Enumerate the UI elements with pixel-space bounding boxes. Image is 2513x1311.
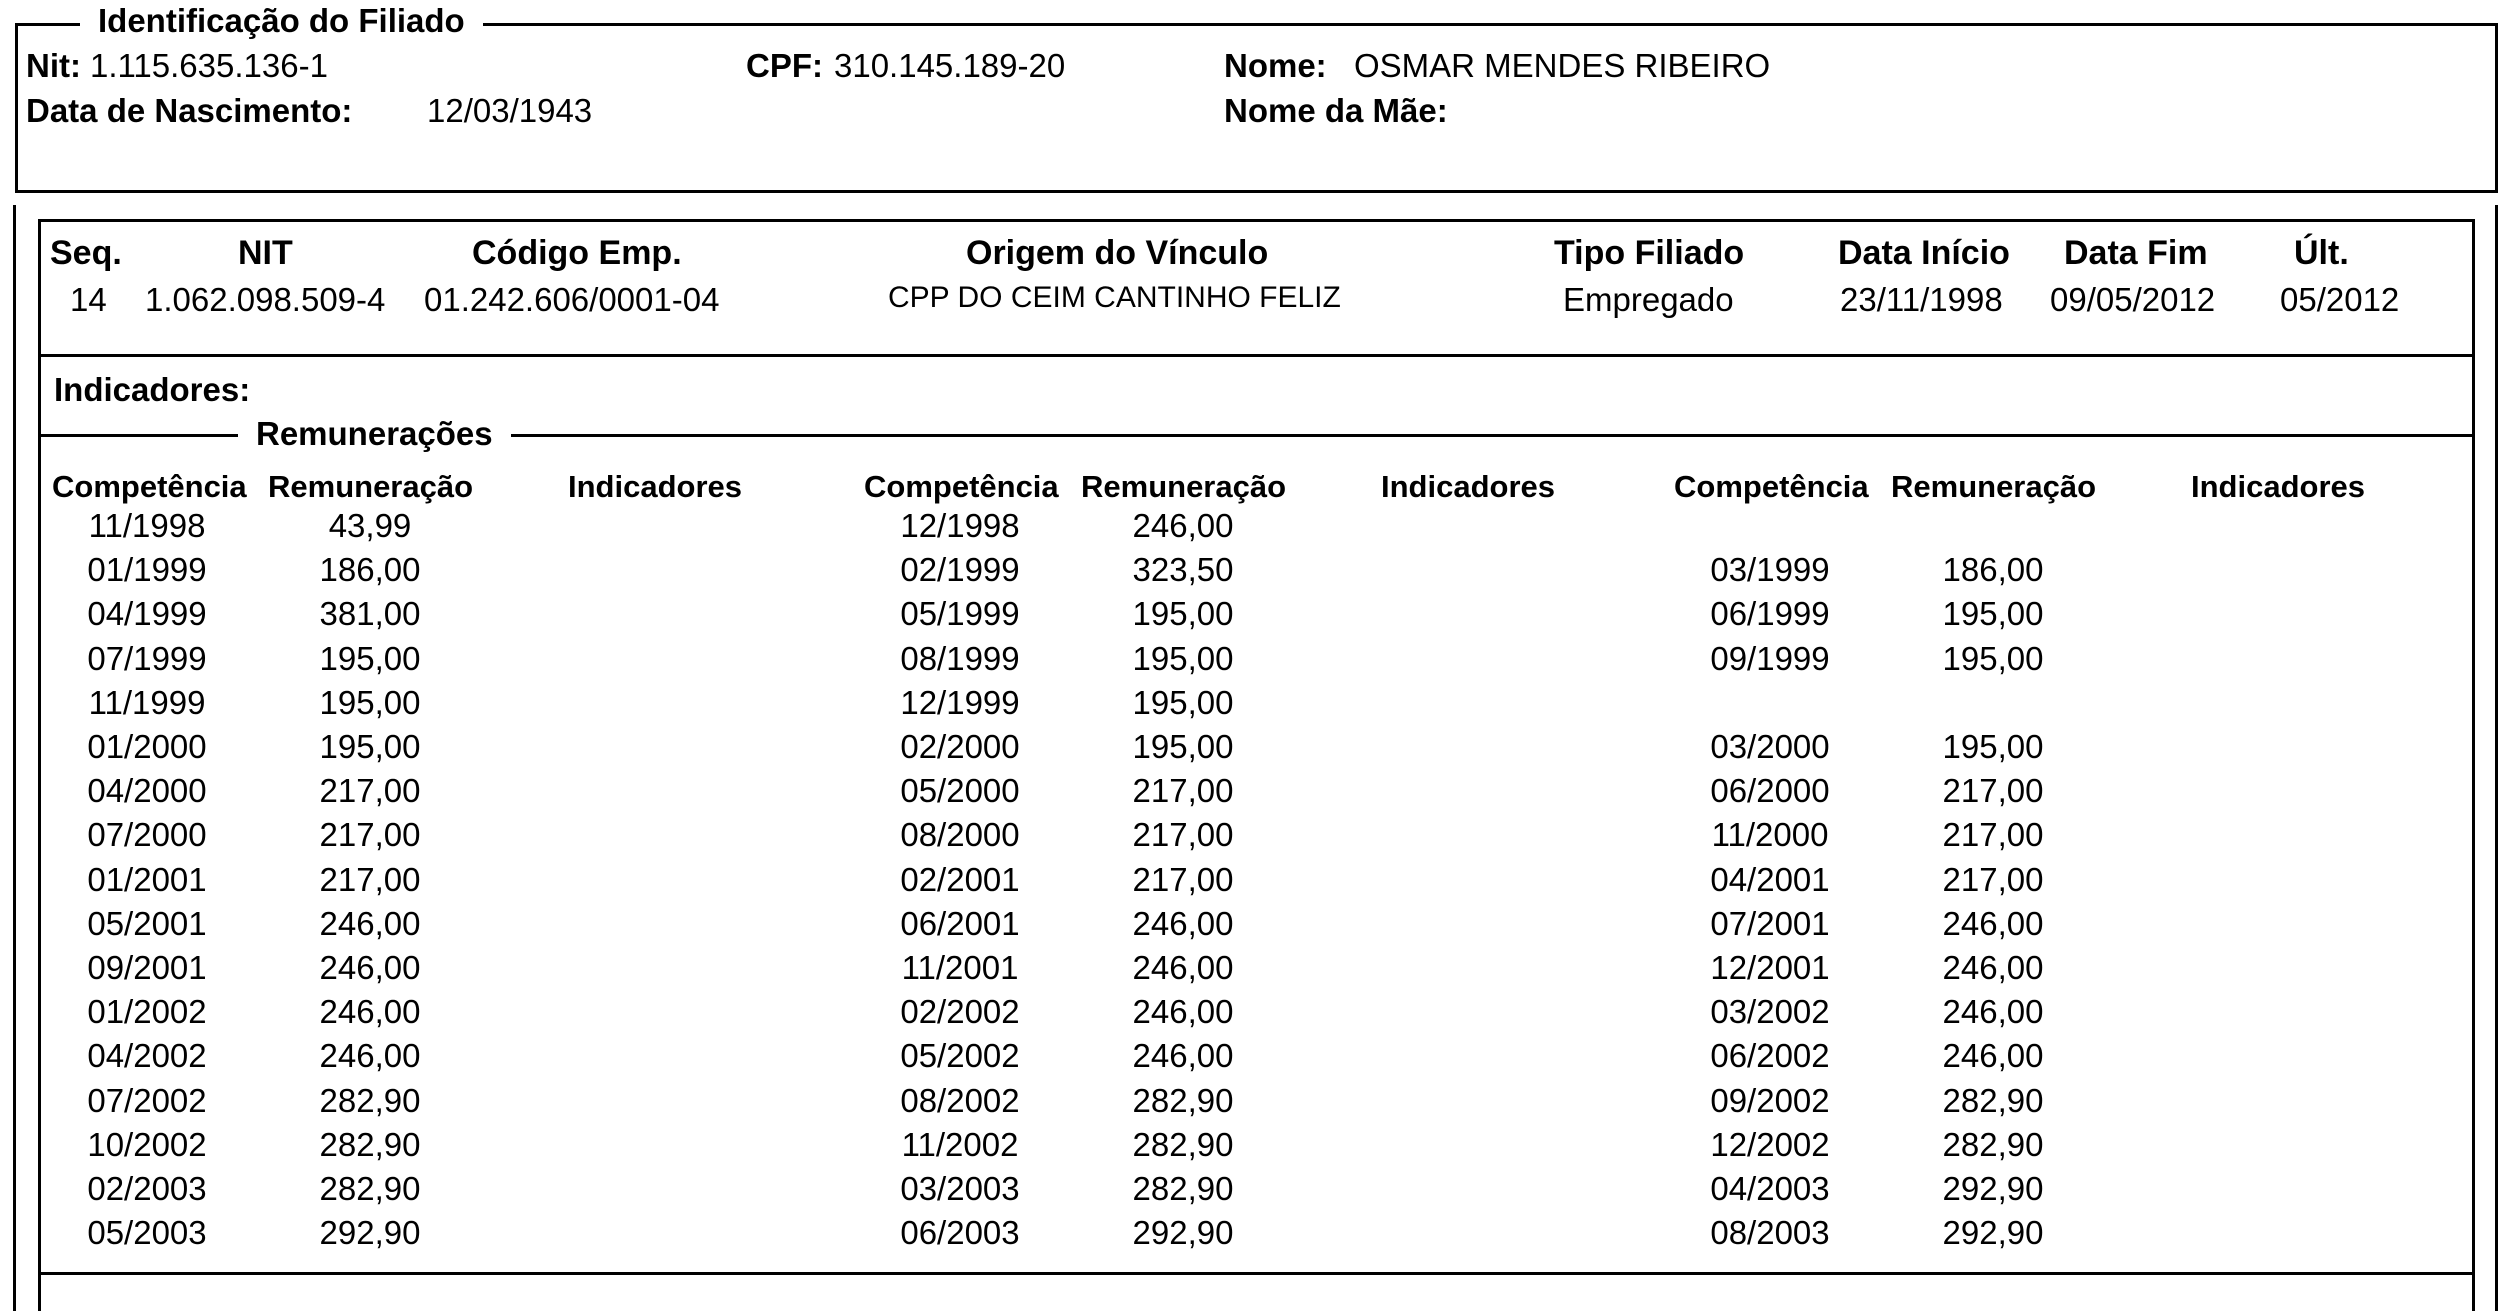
competencia-cell: 04/2001 xyxy=(1710,861,1830,898)
remuneracao-cell: 246,00 xyxy=(1132,507,1234,544)
remuneracao-cell: 292,90 xyxy=(1942,1170,2044,1207)
competencia-cell: 11/2002 xyxy=(901,1126,1019,1163)
nit-label: Nit: xyxy=(26,47,81,84)
col-remuneracao-3: Remuneração xyxy=(1891,469,2097,504)
remuneracao-cell: 292,90 xyxy=(1942,1214,2044,1251)
competencia-cell: 06/1999 xyxy=(1710,595,1830,632)
competencia-cell: 01/2001 xyxy=(87,861,207,898)
remuneracao-cell: 217,00 xyxy=(319,772,421,809)
competencia-cell: 04/2003 xyxy=(1710,1170,1830,1207)
competencia-cell: 03/2003 xyxy=(900,1170,1020,1207)
competencia-cell: 11/1998 xyxy=(88,507,206,544)
cpf-value: 310.145.189-20 xyxy=(834,47,1066,84)
competencia-cell: 09/2002 xyxy=(1710,1082,1830,1119)
col-remuneracao-2: Remuneração xyxy=(1081,469,1287,504)
col-competencia-2: Competência xyxy=(864,469,1059,504)
col-indicadores-2: Indicadores xyxy=(1381,469,1555,504)
nome-value: OSMAR MENDES RIBEIRO xyxy=(1354,47,1771,84)
competencia-cell: 03/2000 xyxy=(1710,728,1830,765)
competencia-cell: 06/2002 xyxy=(1710,1037,1830,1074)
remuneracao-cell: 246,00 xyxy=(1942,949,2044,986)
competencia-cell: 01/1999 xyxy=(87,551,207,588)
remuneracao-cell: 195,00 xyxy=(1942,728,2044,765)
col-competencia-1: Competência xyxy=(52,469,247,504)
remuneracao-cell: 282,90 xyxy=(1132,1170,1234,1207)
remuneracao-cell: 217,00 xyxy=(319,816,421,853)
remuneracao-cell: 246,00 xyxy=(319,905,421,942)
remuneracao-cell: 246,00 xyxy=(319,993,421,1030)
competencia-cell: 09/1999 xyxy=(1710,640,1830,677)
remuneracao-cell: 246,00 xyxy=(1132,993,1234,1030)
competencia-cell: 12/1998 xyxy=(900,507,1020,544)
remuneracao-cell: 217,00 xyxy=(1942,772,2044,809)
competencia-cell: 06/2001 xyxy=(900,905,1020,942)
header-seq: Seq. xyxy=(50,234,122,272)
competencia-cell: 12/2002 xyxy=(1710,1126,1830,1163)
col-competencia-3: Competência xyxy=(1674,469,1869,504)
remuneracao-cell: 195,00 xyxy=(319,640,421,677)
competencia-cell: 02/2003 xyxy=(87,1170,207,1207)
competencia-cell: 07/2000 xyxy=(87,816,207,853)
remuneracao-cell: 292,90 xyxy=(319,1214,421,1251)
competencia-cell: 11/2001 xyxy=(901,949,1019,986)
remuneracao-cell: 186,00 xyxy=(319,551,421,588)
remuneracao-cell: 217,00 xyxy=(1132,861,1234,898)
remuneracao-cell: 282,90 xyxy=(319,1082,421,1119)
remuneracao-cell: 195,00 xyxy=(1942,595,2044,632)
competencia-cell: 02/2000 xyxy=(900,728,1020,765)
header-inicio: Data Início xyxy=(1838,234,2010,272)
competencia-cell: 07/2002 xyxy=(87,1082,207,1119)
competencia-cell: 08/1999 xyxy=(900,640,1020,677)
remuneracao-cell: 323,50 xyxy=(1132,551,1234,588)
remuneracao-cell: 43,99 xyxy=(328,507,412,544)
header-nit: NIT xyxy=(238,234,293,272)
value-inicio: 23/11/1998 xyxy=(1840,281,2003,318)
remuneracao-cell: 186,00 xyxy=(1942,551,2044,588)
competencia-cell: 04/2000 xyxy=(87,772,207,809)
competencia-cell: 04/1999 xyxy=(87,595,207,632)
remuneracao-cell: 282,90 xyxy=(319,1170,421,1207)
competencia-cell: 03/2002 xyxy=(1710,993,1830,1030)
value-seq: 14 xyxy=(70,281,107,318)
remuneracao-cell: 217,00 xyxy=(1132,816,1234,853)
remuneracao-cell: 217,00 xyxy=(1942,816,2044,853)
competencia-cell: 01/2002 xyxy=(87,993,207,1030)
header-ult: Últ. xyxy=(2294,234,2349,272)
remuneracao-cell: 217,00 xyxy=(319,861,421,898)
competencia-cell: 06/2003 xyxy=(900,1214,1020,1251)
competencia-cell: 05/2003 xyxy=(87,1214,207,1251)
outer-frame-left xyxy=(13,205,16,1311)
col-remuneracao-1: Remuneração xyxy=(268,469,474,504)
header-tipo: Tipo Filiado xyxy=(1554,234,1745,272)
remuneracao-cell: 195,00 xyxy=(1132,684,1234,721)
competencia-cell: 02/2001 xyxy=(900,861,1020,898)
remuneracao-cell: 195,00 xyxy=(1132,640,1234,677)
competencia-cell: 05/2000 xyxy=(900,772,1020,809)
col-indicadores-3: Indicadores xyxy=(2191,469,2365,504)
remuneracao-cell: 282,90 xyxy=(1132,1126,1234,1163)
remuneracao-cell: 246,00 xyxy=(1132,949,1234,986)
competencia-cell: 05/1999 xyxy=(900,595,1020,632)
remuneracao-cell: 246,00 xyxy=(319,1037,421,1074)
nascimento-value: 12/03/1943 xyxy=(427,92,593,129)
remuneracao-cell: 195,00 xyxy=(1132,595,1234,632)
competencia-cell: 08/2003 xyxy=(1710,1214,1830,1251)
competencia-cell: 09/2001 xyxy=(87,949,207,986)
remuneracao-cell: 282,90 xyxy=(1132,1082,1234,1119)
mae-label: Nome da Mãe: xyxy=(1224,92,1448,129)
competencia-cell: 11/1999 xyxy=(88,684,206,721)
competencia-cell: 02/2002 xyxy=(900,993,1020,1030)
nome-label: Nome: xyxy=(1224,47,1327,84)
competencia-cell: 07/1999 xyxy=(87,640,207,677)
remuneracao-cell: 195,00 xyxy=(1132,728,1234,765)
competencia-cell: 06/2000 xyxy=(1710,772,1830,809)
value-origem: CPP DO CEIM CANTINHO FELIZ xyxy=(888,281,1341,314)
remuneracao-cell: 246,00 xyxy=(1942,905,2044,942)
competencia-cell: 10/2002 xyxy=(87,1126,207,1163)
competencia-cell: 03/1999 xyxy=(1710,551,1830,588)
competencia-cell: 02/1999 xyxy=(900,551,1020,588)
indicadores-label: Indicadores: xyxy=(54,371,251,408)
cpf-label: CPF: xyxy=(746,47,823,84)
remuneracao-cell: 217,00 xyxy=(1132,772,1234,809)
header-origem: Origem do Vínculo xyxy=(966,234,1269,272)
value-nit: 1.062.098.509-4 xyxy=(145,281,386,318)
value-ult: 05/2012 xyxy=(2280,281,2400,318)
col-indicadores-1: Indicadores xyxy=(568,469,742,504)
competencia-cell: 12/2001 xyxy=(1710,949,1830,986)
competencia-cell: 11/2000 xyxy=(1711,816,1829,853)
competencia-cell: 04/2002 xyxy=(87,1037,207,1074)
competencia-cell: 01/2000 xyxy=(87,728,207,765)
remuneracao-cell: 246,00 xyxy=(1942,993,2044,1030)
remuneracao-cell: 246,00 xyxy=(1132,1037,1234,1074)
remuneracoes-legend: Remunerações xyxy=(238,416,511,452)
competencia-cell: 05/2002 xyxy=(900,1037,1020,1074)
remuneracao-cell: 195,00 xyxy=(319,684,421,721)
remuneracao-cell: 217,00 xyxy=(1942,861,2044,898)
remuneracao-cell: 282,90 xyxy=(1942,1126,2044,1163)
identificacao-legend: Identificação do Filiado xyxy=(80,3,483,39)
header-codigo: Código Emp. xyxy=(472,234,682,272)
competencia-cell: 05/2001 xyxy=(87,905,207,942)
value-fim: 09/05/2012 xyxy=(2050,281,2216,318)
value-codigo: 01.242.606/0001-04 xyxy=(424,281,720,318)
remuneracao-cell: 195,00 xyxy=(319,728,421,765)
remuneracao-cell: 282,90 xyxy=(319,1126,421,1163)
competencia-cell: 08/2000 xyxy=(900,816,1020,853)
remuneracao-cell: 381,00 xyxy=(319,595,421,632)
header-fim: Data Fim xyxy=(2064,234,2208,272)
remuneracao-cell: 195,00 xyxy=(1942,640,2044,677)
nascimento-label: Data de Nascimento: xyxy=(26,92,353,129)
remuneracao-cell: 282,90 xyxy=(1942,1082,2044,1119)
nit-value: 1.115.635.136-1 xyxy=(90,47,328,84)
remuneracoes-bottom-rule xyxy=(38,1272,2475,1275)
outer-frame-right xyxy=(2495,205,2498,1311)
remuneracao-cell: 292,90 xyxy=(1132,1214,1234,1251)
competencia-cell: 07/2001 xyxy=(1710,905,1830,942)
remuneracao-cell: 246,00 xyxy=(1132,905,1234,942)
remuneracao-cell: 246,00 xyxy=(1942,1037,2044,1074)
remuneracao-cell: 246,00 xyxy=(319,949,421,986)
competencia-cell: 08/2002 xyxy=(900,1082,1020,1119)
competencia-cell: 12/1999 xyxy=(900,684,1020,721)
value-tipo: Empregado xyxy=(1563,281,1734,318)
